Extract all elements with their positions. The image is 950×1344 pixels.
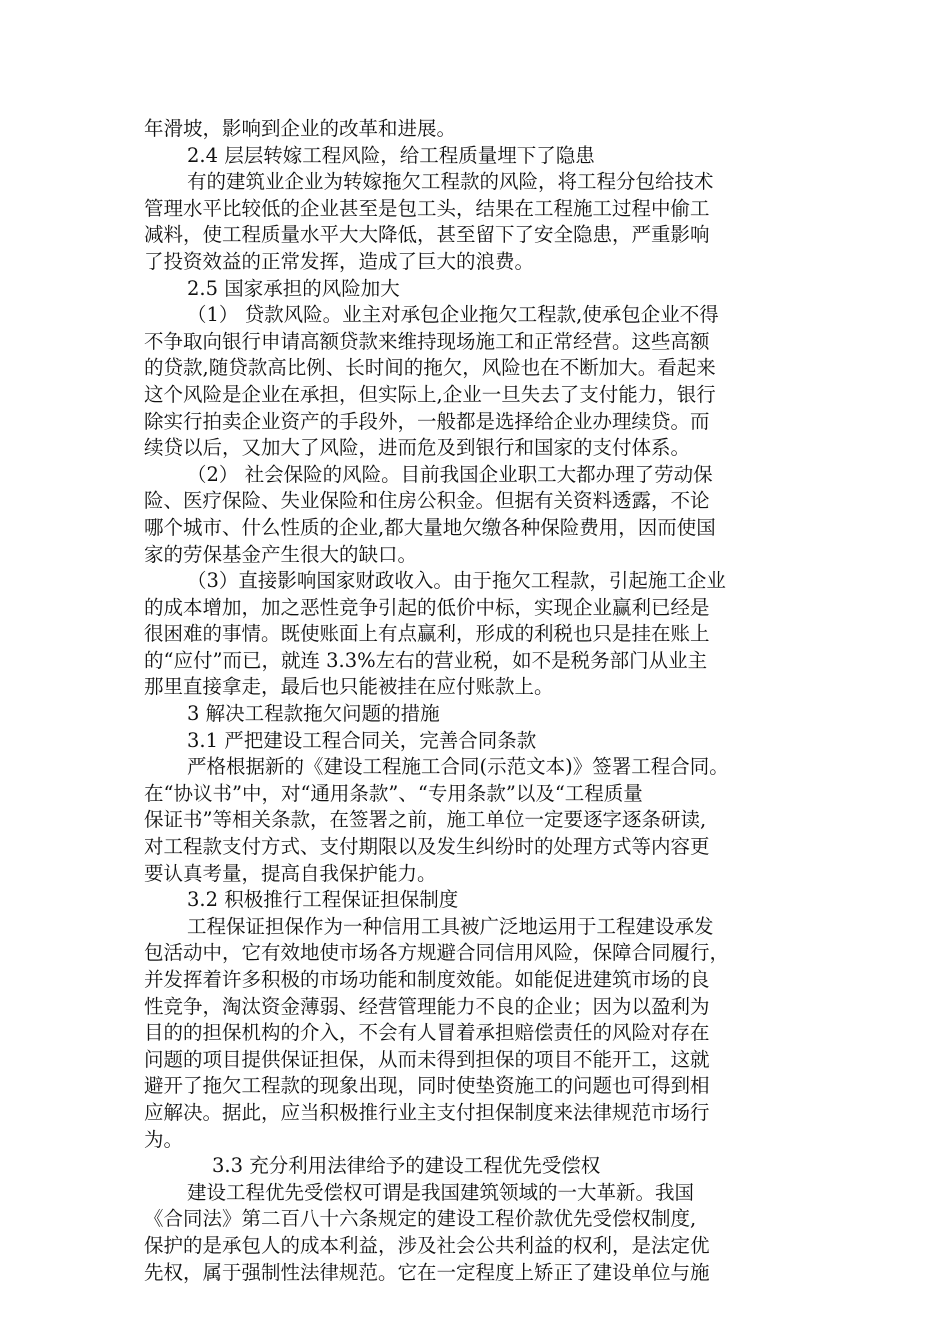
- text-line: 除实行拍卖企业资产的手段外，一般都是选择给企业办理续贷。而: [144, 409, 710, 433]
- text-line: （1） 贷款风险。业主对承包企业拖欠工程款,使承包企业不得: [187, 303, 719, 327]
- text-line: 的成本增加，加之恶性竞争引起的低价中标，实现企业赢利已经是: [144, 595, 710, 619]
- text-line: 问题的项目提供保证担保，从而未得到担保的项目不能开工，这就: [144, 1047, 710, 1071]
- text-line: 建设工程优先受偿权可谓是我国建筑领域的一大革新。我国: [187, 1180, 695, 1204]
- text-line: 为。: [144, 1127, 184, 1151]
- text-line: 2.4 层层转嫁工程风险，给工程质量埋下了隐患: [187, 143, 595, 167]
- text-line: 很困难的事情。既使账面上有点赢利，形成的利税也只是挂在账上: [144, 622, 710, 646]
- text-line: 保护的是承包人的成本利益，涉及社会公共利益的权利，是法定优: [144, 1233, 710, 1257]
- text-line: 并发挥着许多积极的市场功能和制度效能。如能促进建筑市场的良: [144, 968, 710, 991]
- text-line: 对工程款支付方式、支付期限以及发生纠纷时的处理方式等内容更: [144, 835, 710, 859]
- text-line: 要认真考量，提高自我保护能力。: [144, 861, 437, 885]
- text-line: 先权，属于强制性法律规范。它在一定程度上矫正了建设单位与施: [144, 1260, 710, 1284]
- text-line: （2） 社会保险的风险。目前我国企业职工大都办理了劳动保: [187, 462, 713, 486]
- body-text: [144, 116, 808, 1286]
- text-line: 了投资效益的正常发挥，造成了巨大的浪费。: [144, 249, 535, 273]
- text-line: 严格根据新的《建设工程施工合同(示范文本)》签署工程合同。: [187, 755, 729, 779]
- text-line: 3.3 充分利用法律给予的建设工程优先受偿权: [212, 1154, 601, 1178]
- text-line: 不争取向银行申请高额贷款来维持现场施工和正常经营。这些高额: [144, 329, 710, 353]
- text-line: 目的的担保机构的介入，不会有人冒着承担赔偿责任的风险对存在: [144, 1021, 710, 1045]
- text-line: 有的建筑业企业为转嫁拖欠工程款的风险，将工程分包给技术: [187, 170, 714, 194]
- text-line: 工程保证担保作为一种信用工具被广泛地运用于工程建设承发: [187, 914, 714, 938]
- text-line: 应解决。据此，应当积极推行业主支付担保制度来法律规范市场行: [144, 1100, 710, 1124]
- text-line: （3）直接影响国家财政收入。由于拖欠工程款，引起施工企业: [187, 569, 726, 593]
- text-line: 家的劳保基金产生很大的缺口。: [144, 542, 418, 566]
- text-line: 《合同法》第二百八十六条规定的建设工程价款优先受偿权制度,: [144, 1207, 697, 1231]
- text-line: 性竞争，淘汰资金薄弱、经营管理能力不良的企业；因为以盈利为: [144, 994, 710, 1018]
- text-line: 哪个城市、什么性质的企业,都大量地欠缴各种保险费用，因而使国: [144, 515, 716, 539]
- text-line: 的“应付”而已，就连 3.3%左右的营业税，如不是税务部门从业主: [144, 648, 708, 672]
- text-line: 在“协议书”中，对“通用条款”、“专用条款”以及“工程质量: [144, 781, 643, 805]
- text-line: 3.1 严把建设工程合同关，完善合同条款: [187, 728, 537, 752]
- text-line: 年滑坡，影响到企业的改革和进展。: [144, 117, 457, 140]
- text-line: 的贷款,随贷款高比例、长时间的拖欠，风险也在不断加大。看起来: [144, 356, 716, 380]
- text-line: 避开了拖欠工程款的现象出现，同时使垫资施工的问题也可得到相: [144, 1074, 710, 1098]
- text-line: 这个风险是企业在承担，但实际上,企业一旦失去了支付能力，银行: [144, 382, 716, 406]
- text-line: 续贷以后，又加大了风险，进而危及到银行和国家的支付体系。: [144, 436, 691, 460]
- text-line: 那里直接拿走，最后也只能被挂在应付账款上。: [144, 675, 554, 699]
- text-line: 减料，使工程质量水平大大降低，甚至留下了安全隐患，严重影响: [144, 223, 710, 247]
- text-line: 包活动中，它有效地使市场各方规避合同信用风险，保障合同履行，: [144, 941, 730, 965]
- text-line: 2.5 国家承担的风险加大: [187, 276, 400, 300]
- text-line: 管理水平比较低的企业甚至是包工头，结果在工程施工过程中偷工: [144, 196, 710, 220]
- text-line: 保证书”等相关条款，在签署之前，施工单位一定要逐字逐条研读,: [144, 808, 707, 832]
- text-line: 3.2 积极推行工程保证担保制度: [187, 888, 459, 912]
- text-line: 险、医疗保险、失业保险和住房公积金。但据有关资料透露，不论: [144, 489, 710, 513]
- text-line: 3 解决工程款拖欠问题的措施: [187, 702, 440, 726]
